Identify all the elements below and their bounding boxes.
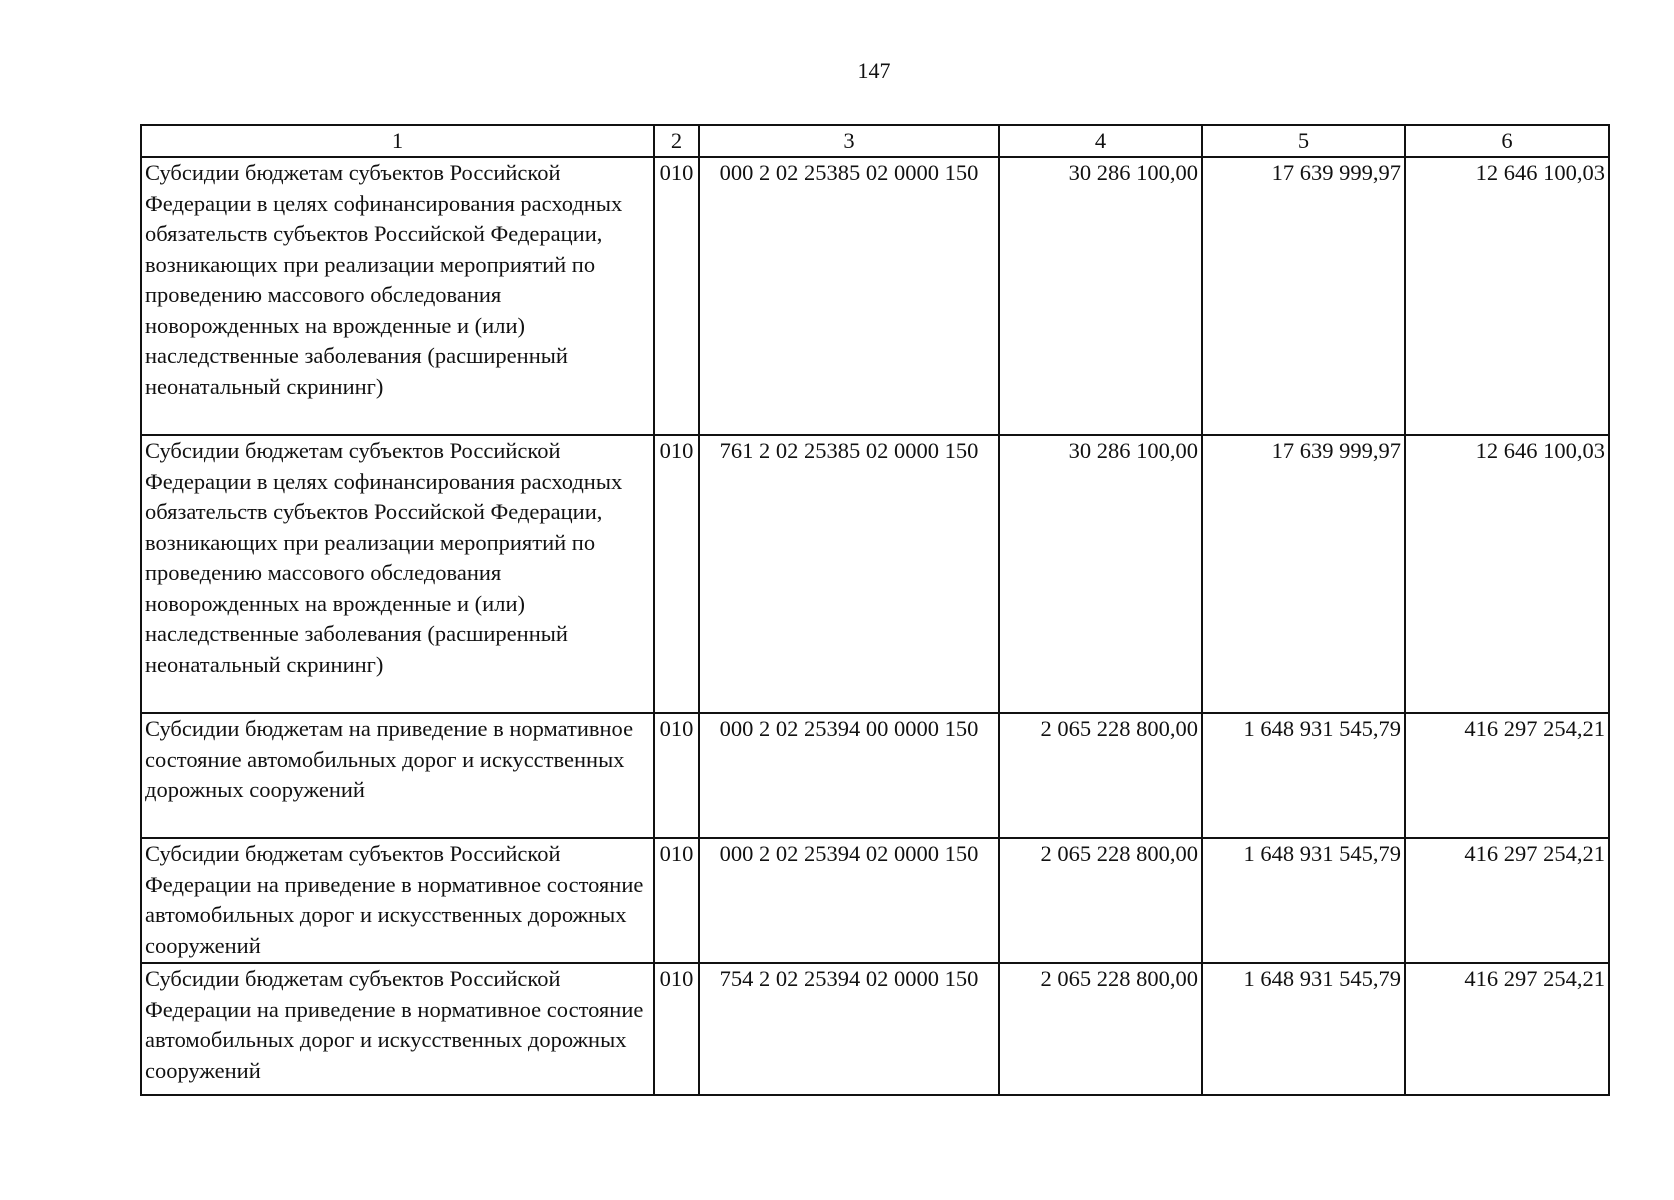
row-name: Субсидии бюджетам на приведение в нормативное состояние автомобильных дорог и искусственных дорожных сооружений <box>141 713 654 838</box>
header-row <box>141 125 1609 157</box>
header-col-4: 4 <box>999 125 1202 157</box>
table-body <box>141 157 1609 1095</box>
header-col-3: 3 <box>699 125 999 157</box>
row-name: Субсидии бюджетам субъектов Российской Федерации в целях софинансирования расходных обязательств субъектов Российской Федерации, возникающих при реализации мероприятий по проведению массового обследования новорожденных на врожденные и (или) наследственные заболевания (расширенный неонатальный скрининг) <box>141 157 654 435</box>
row-executed: 17 639 999,97 <box>1202 157 1405 435</box>
row-kbk: 000 2 02 25394 00 0000 150 <box>699 713 999 838</box>
row-remaining: 416 297 254,21 <box>1405 963 1609 1095</box>
row-approved: 2 065 228 800,00 <box>999 838 1202 963</box>
row-approved: 30 286 100,00 <box>999 157 1202 435</box>
row-code: 010 <box>654 157 699 435</box>
row-approved: 2 065 228 800,00 <box>999 963 1202 1095</box>
page-number: 147 <box>857 58 891 83</box>
row-name: Субсидии бюджетам субъектов Российской Федерации в целях софинансирования расходных обязательств субъектов Российской Федерации, возникающих при реализации мероприятий по проведению массового обследования новорожденных на врожденные и (или) наследственные заболевания (расширенный неонатальный скрининг) <box>141 435 654 713</box>
row-kbk: 761 2 02 25385 02 0000 150 <box>699 435 999 713</box>
budget-table <box>140 124 1610 1096</box>
row-kbk: 000 2 02 25394 02 0000 150 <box>699 838 999 963</box>
row-executed: 1 648 931 545,79 <box>1202 963 1405 1095</box>
header-col-1: 1 <box>141 125 654 157</box>
row-code: 010 <box>654 713 699 838</box>
row-remaining: 12 646 100,03 <box>1405 435 1609 713</box>
table-header <box>141 125 1609 157</box>
header-col-2: 2 <box>654 125 699 157</box>
row-executed: 17 639 999,97 <box>1202 435 1405 713</box>
row-executed: 1 648 931 545,79 <box>1202 838 1405 963</box>
header-col-5: 5 <box>1202 125 1405 157</box>
table-row <box>141 157 1609 435</box>
row-name: Субсидии бюджетам субъектов Российской Федерации на приведение в нормативное состояние автомобильных дорог и искусственных дорожных сооружений <box>141 963 654 1095</box>
table-row <box>141 435 1609 713</box>
row-code: 010 <box>654 963 699 1095</box>
row-approved: 30 286 100,00 <box>999 435 1202 713</box>
row-approved: 2 065 228 800,00 <box>999 713 1202 838</box>
table-row <box>141 713 1609 838</box>
row-code: 010 <box>654 838 699 963</box>
header-col-6: 6 <box>1405 125 1609 157</box>
table-row <box>141 963 1609 1095</box>
row-kbk: 754 2 02 25394 02 0000 150 <box>699 963 999 1095</box>
table-row <box>141 838 1609 963</box>
row-executed: 1 648 931 545,79 <box>1202 713 1405 838</box>
row-kbk: 000 2 02 25385 02 0000 150 <box>699 157 999 435</box>
row-remaining: 416 297 254,21 <box>1405 838 1609 963</box>
row-name: Субсидии бюджетам субъектов Российской Федерации на приведение в нормативное состояние автомобильных дорог и искусственных дорожных сооружений <box>141 838 654 963</box>
row-remaining: 416 297 254,21 <box>1405 713 1609 838</box>
row-code: 010 <box>654 435 699 713</box>
row-remaining: 12 646 100,03 <box>1405 157 1609 435</box>
